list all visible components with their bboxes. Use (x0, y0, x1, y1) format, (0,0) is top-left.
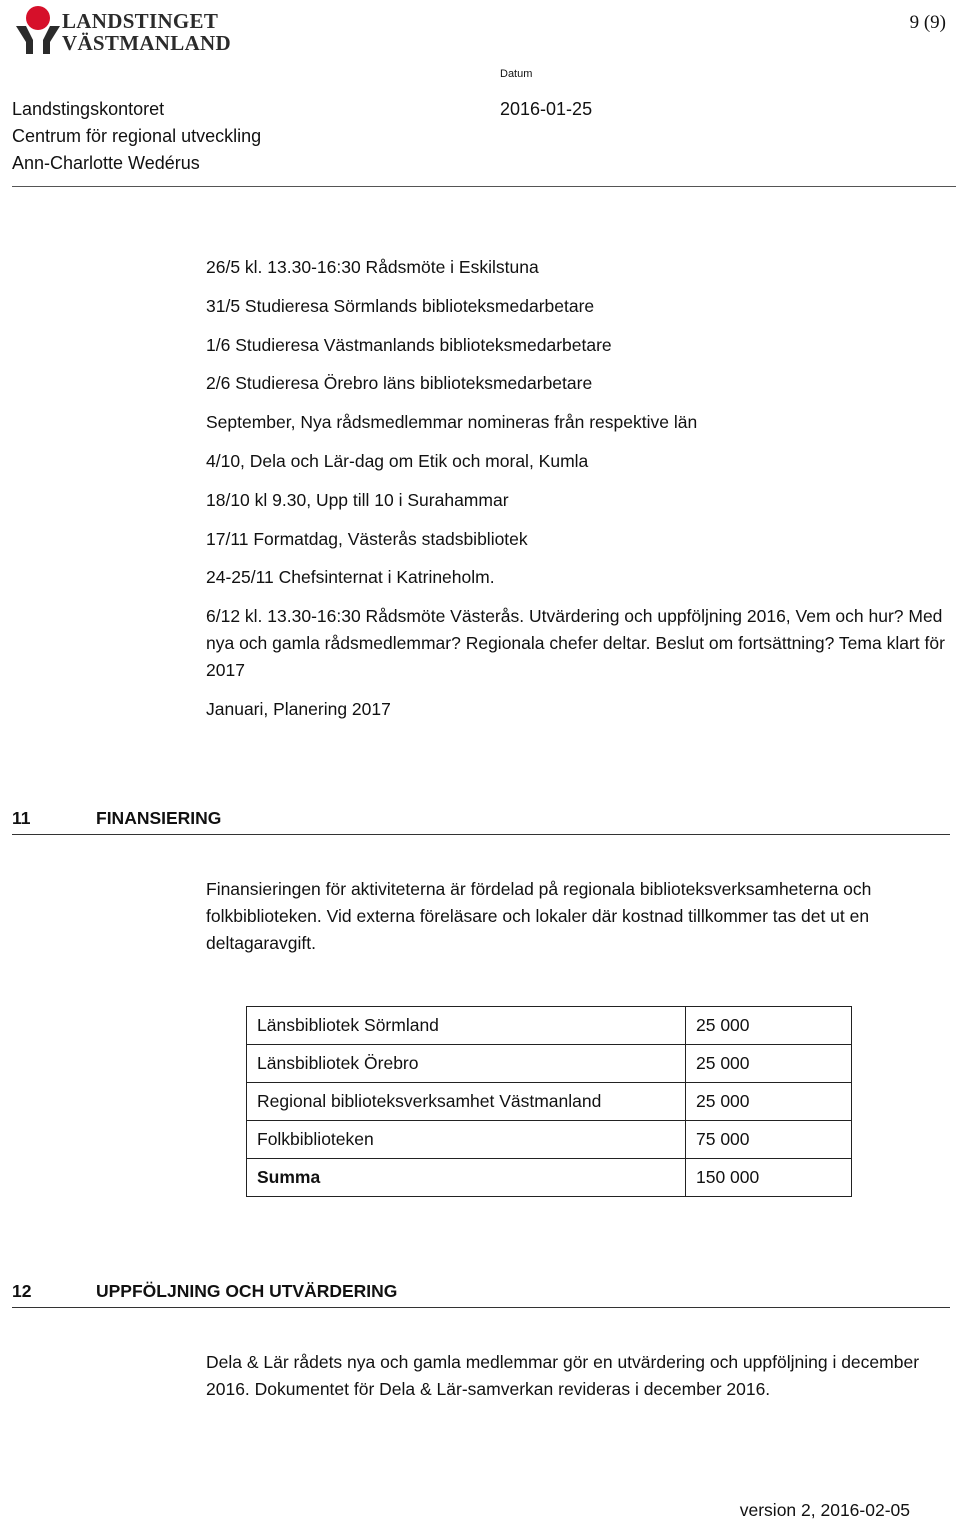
page-number: 9 (9) (909, 12, 946, 33)
table-cell-amount: 25 000 (686, 1007, 852, 1045)
section-title: FINANSIERING (96, 808, 222, 828)
table-cell-name: Regional biblioteksverksamhet Västmanland (247, 1083, 686, 1121)
logo-line-1: LANDSTINGET (62, 9, 219, 33)
landstinget-logo (12, 4, 231, 56)
table-row (247, 1121, 852, 1159)
header-date: 2016-01-25 (500, 99, 593, 119)
table-row (247, 1083, 852, 1121)
list-item: 6/12 kl. 13.30-16:30 Rådsmöte Västerås. Utvärdering och uppföljning 2016, Vem och hur? Med nya och gamla rådsmedlemmar? Regionala chefer deltar. Beslut om fortsättning? Tema klart för 2017 (206, 606, 945, 681)
section-12-text: Dela & Lär rådets nya och gamla medlemmar gör en utvärdering och uppföljning i december 2016. Dokumentet för Dela & Lär-samverkan revideras i december 2016. (206, 1352, 920, 1399)
list-item: 17/11 Formatdag, Västerås stadsbibliotek (206, 528, 528, 549)
list-item: 24-25/11 Chefsinternat i Katrineholm. (206, 567, 495, 588)
table-cell-name: Folkbiblioteken (247, 1121, 686, 1159)
list-item: 31/5 Studieresa Sörmlands biblioteksmedarbetare (206, 295, 595, 316)
table-row-sum (247, 1159, 852, 1197)
section-number: 11 (12, 808, 31, 828)
table-cell-name: Länsbibliotek Sörmland (247, 1007, 686, 1045)
funding-table (246, 1006, 852, 1197)
section-11-text: Finansieringen för aktiviteterna är fördelad på regionala biblioteksverksamheterna och folkbiblioteken. Vid externa föreläsare och lokaler där kostnad tillkommer tas det ut en deltagaravgift. (206, 879, 872, 953)
list-item: 2/6 Studieresa Örebro läns biblioteksmedarbetare (206, 373, 593, 394)
table-row (247, 1007, 852, 1045)
footer-version: version 2, 2016-02-05 (739, 1500, 910, 1520)
logo-emblem-icon (12, 4, 60, 56)
list-item: 26/5 kl. 13.30-16:30 Rådsmöte i Eskilstuna (206, 257, 539, 277)
section-number: 12 (12, 1281, 32, 1301)
table-cell-amount: 25 000 (686, 1083, 852, 1121)
table-cell-amount: 25 000 (686, 1045, 852, 1083)
list-item: 1/6 Studieresa Västmanlands biblioteksmedarbetare (206, 334, 612, 355)
logo-line-2: VÄSTMANLAND (62, 31, 231, 55)
table-row (247, 1045, 852, 1083)
section-12-heading (12, 1281, 397, 1302)
section-11-heading (12, 808, 221, 829)
header-dept: Centrum för regional utveckling (12, 126, 262, 146)
header-person: Ann-Charlotte Wedérus (12, 153, 200, 173)
logo-text (62, 10, 231, 54)
date-label: Datum (500, 68, 533, 80)
table-cell-amount: 75 000 (686, 1121, 852, 1159)
table-cell-name: Summa (247, 1159, 686, 1197)
table-cell-amount: 150 000 (686, 1159, 852, 1197)
section-12-rule (12, 1307, 950, 1308)
section-11-rule (12, 834, 950, 835)
list-item: September, Nya rådsmedlemmar nomineras från respektive län (206, 412, 698, 433)
list-item: 18/10 kl 9.30, Upp till 10 i Surahammar (206, 489, 509, 510)
table-cell-name: Länsbibliotek Örebro (247, 1045, 686, 1083)
list-item: Januari, Planering 2017 (206, 698, 391, 719)
list-item: 4/10, Dela och Lär-dag om Etik och moral, Kumla (206, 450, 589, 471)
header-divider (12, 186, 956, 187)
header-org: Landstingskontoret (12, 99, 165, 119)
section-title: UPPFÖLJNING OCH UTVÄRDERING (96, 1281, 398, 1301)
schedule-list (206, 254, 946, 735)
